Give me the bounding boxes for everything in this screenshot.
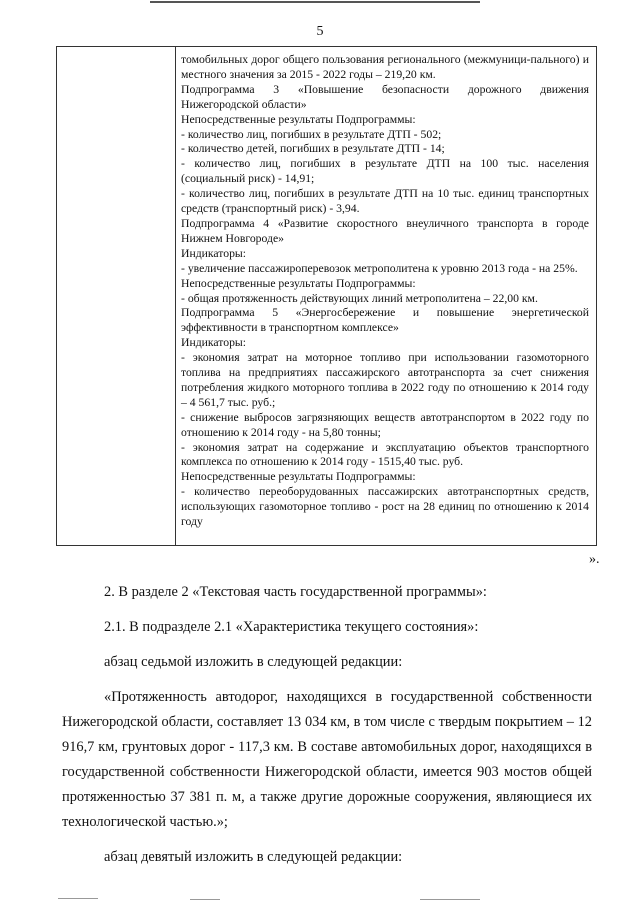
table-line: - количество лиц, погибших в результате ДТП на 10 тыс. единиц транспортных средств (транспортный риск) - 3,94. [181,187,589,216]
table-line: - общая протяженность действующих линий метрополитена – 22,00 км. [181,291,538,305]
table-line: - снижение выбросов загрязняющих веществ автотранспортом в 2022 году по отношению к 2014 году - на 5,80 тонны; [181,410,589,439]
scan-mark [420,899,480,900]
table-line: Непосредственные результаты Подпрограммы: [181,276,416,290]
paragraph: «Протяженность автодорог, находящихся в государственной собственности Нижегородской области, составляет 13 034 км, в том числе с твердым покрытием – 12 916,7 км, грунтовых дорог - 117,3 км. В составе автомобильных дорог, находящихся в государственной собственности Нижегородской области, имеется 903 мостов общей протяженностью 37 381 п. м, а также другие дорожные сооружения, являющиеся их технологической частью.»; [62,689,592,830]
table-line: - количество лиц, погибших в результате ДТП на 100 тыс. населения (социальный риск) - 14,91; [181,157,589,186]
column-divider [175,47,176,545]
table-line: - увеличение пассажироперевозок метрополитена к уровню 2013 года - на 25%. [181,261,578,275]
table-line: - экономия затрат на моторное топливо при использовании газомоторного топлива на предприятиях пассажирского автотранспорта за счет снижения потребления жидкого моторного топлива в 2022 году по отношению к 2014 году – 4 561,7 тыс. руб.; [181,351,589,409]
body-text [62,570,592,870]
table-line: - количество переоборудованных пассажирских автотранспортных средств, использующих газомоторное топливо - рост на 28 единиц по отношению к 2014 году [181,485,589,529]
closing-quote: ». [589,552,600,567]
table-line: - количество детей, погибших в результате ДТП - 14; [181,142,445,156]
table-line: Индикаторы: [181,336,247,350]
paragraph: 2.1. В подразделе 2.1 «Характеристика текущего состояния»: [104,619,479,635]
table-line: Непосредственные результаты Подпрограммы: [181,112,416,126]
table-line: Подпрограмма 5 «Энергосбережение и повышение энергетической эффективности в транспортном комплексе» [181,306,589,335]
table-line: Подпрограмма 3 «Повышение безопасности дорожного движения Нижегородской области» [181,82,589,111]
scan-mark [190,899,220,900]
table-line: - количество лиц, погибших в результате ДТП - 502; [181,127,442,141]
paragraph: абзац девятый изложить в следующей редакции: [104,849,403,865]
scan-mark [58,898,98,899]
page-number: 5 [316,24,324,39]
table-line: Подпрограмма 4 «Развитие скоростного внеуличного транспорта в городе Нижнем Новгороде» [181,216,589,245]
content-table [56,46,597,546]
paragraph: 2. В разделе 2 «Текстовая часть государственной программы»: [104,584,487,600]
table-line: томобильных дорог общего пользования регионального (межмуници-пального) и местного значения за 2015 - 2022 годы – 219,20 км. [181,53,589,81]
table-line: - экономия затрат на содержание и эксплуатацию объектов транспортного комплекса по отношению к 2014 году - 1515,40 тыс. руб. [181,440,589,469]
paragraph: абзац седьмой изложить в следующей редакции: [104,654,403,670]
top-rule [150,1,480,3]
table-cell-text [181,53,589,530]
table-line: Непосредственные результаты Подпрограммы: [181,470,416,484]
table-line: Индикаторы: [181,246,247,260]
